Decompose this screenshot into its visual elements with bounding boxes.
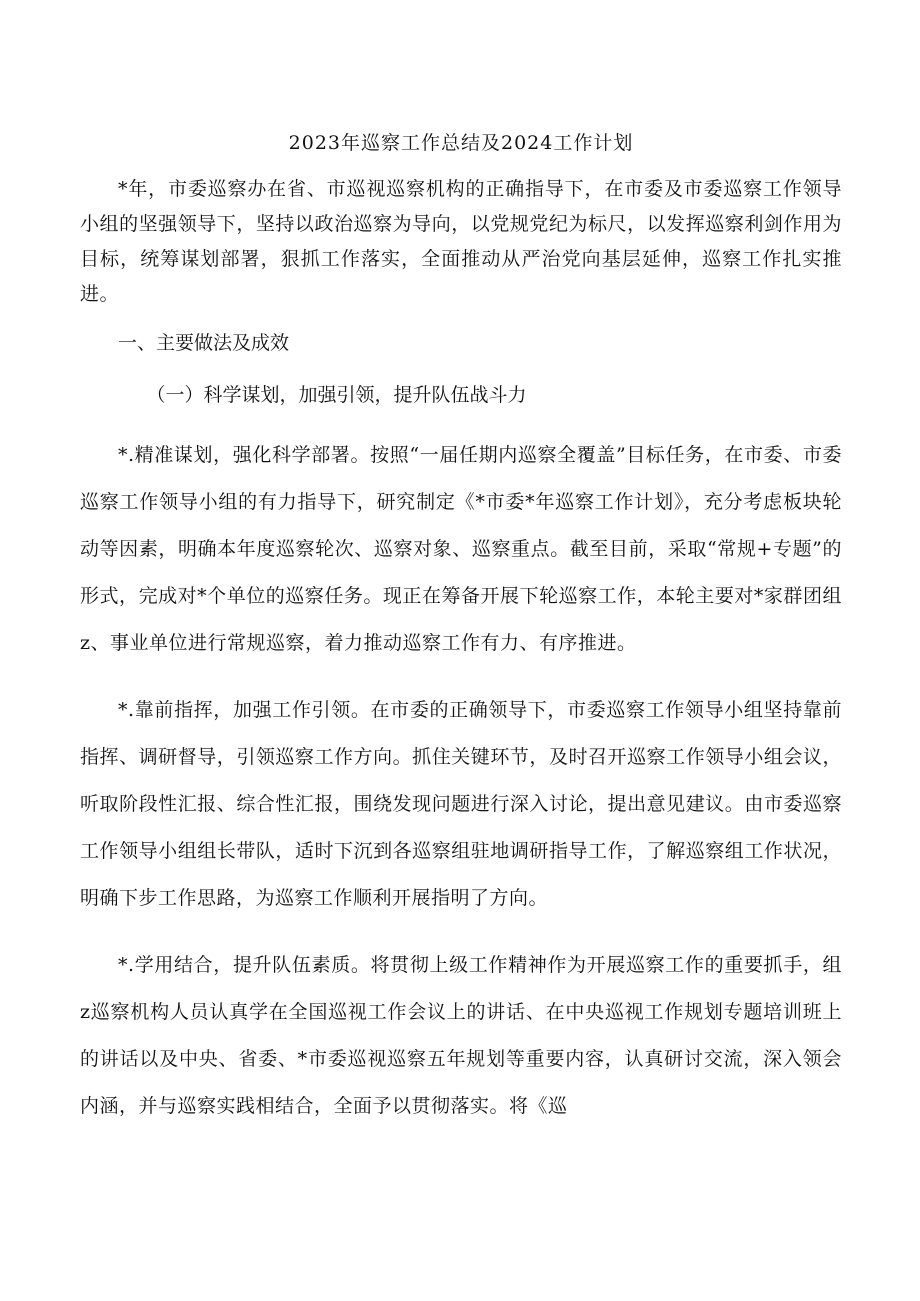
body-paragraph: *.靠前指挥，加强工作引领。在市委的正确领导下，市委巡察工作领导小组坚持靠前指挥、调研督导，引领巡察工作方向。抓住关键环节，及时召开巡察工作领导小组会议，听取阶段性汇报、综合性汇报，围绕发现问题进行深入讨论，提出意见建议。由市委巡察工作领导小组组长带队，适时下沉到各巡察组驻地调研指导工作，了解巡察组工作状况，明确下步工作思路，为巡察工作顺利开展指明了方向。: [80, 699, 842, 909]
section-heading: 一、主要做法及成效: [118, 332, 290, 354]
body-paragraph: *.精准谋划，强化科学部署。按照“一届任期内巡察全覆盖”目标任务，在市委、市委巡察工作领导小组的有力指导下，研究制定《*市委*年巡察工作计划》，充分考虑板块轮动等因素，明确本年度巡察轮次、巡察对象、巡察重点。截至目前，采取“常规+专题”的形式，完成对*个单位的巡察任务。现正在筹备开展下轮巡察工作，本轮主要对*家群团组z、事业单位进行常规巡察，着力推动巡察工作有力、有序推进。: [80, 444, 842, 654]
document-title: 2023年巡察工作总结及2024工作计划: [288, 132, 634, 154]
subsection-heading: （一）科学谋划，加强引领，提升队伍战斗力: [146, 384, 527, 406]
body-paragraph: *.学用结合，提升队伍素质。将贯彻上级工作精神作为开展巡察工作的重要抓手，组z巡察机构人员认真学在全国巡视工作会议上的讲话、在中央巡视工作规划专题培训班上的讲话以及中央、省委、*市委巡视巡察五年规划等重要内容，认真研讨交流，深入领会内涵，并与巡察实践相结合，全面予以贯彻落实。将《巡: [80, 954, 842, 1117]
intro-paragraph: *年，市委巡察办在省、市巡视巡察机构的正确指导下，在市委及市委巡察工作领导小组的坚强领导下，坚持以政治巡察为导向，以党规党纪为标尺，以发挥巡察利剑作用为目标，统筹谋划部署，狠抓工作落实，全面推动从严治党向基层延伸，巡察工作扎实推进。: [80, 178, 842, 305]
